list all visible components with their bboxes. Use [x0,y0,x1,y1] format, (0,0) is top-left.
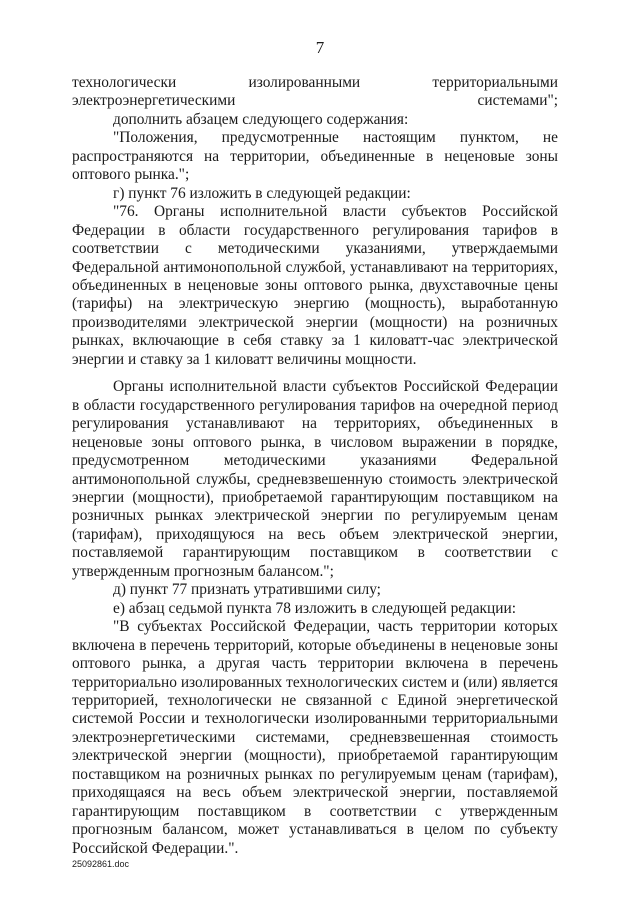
paragraph-item-g: г) пункт 76 изложить в следующей редакции: [113,184,411,202]
paragraph-amendment-intro: дополнить абзацем следующего содержания: [113,110,409,128]
page-number: 7 [315,38,325,57]
paragraph-point-78: "В субъектах Российской Федерации, часть территории которых включена в перечень территорий, которые объединены в неценовые зоны оптового рынка, а другая часть территории включена в перечень территориально изолированных технологических систем и (или) является территорией, технологически не связанной с Единой энергетической системой России и технологически изолированными территориальными электроэнергетическими системами, средневзвешенная стоимость электрической энергии (мощности), приобретаемой гарантирующим поставщиком на розничных рынках по регулируемым ценам (тарифам), приходящаяся на весь объем электрической энергии, поставляемой гарантирующим поставщиком в соответствии с утвержденным прогнозным балансом, может устанавливаться в целом по субъекту Российской Федерации.". [72,618,558,857]
paragraph-continuation: технологически изолированными территориальными электроэнергетическими системами"; [72,74,558,110]
paragraph-point-76: "76. Органы исполнительной власти субъектов Российской Федерации в области государственного регулирования тарифов в соответствии с методическими указаниями, утверждаемыми Федеральной антимонопольной службой, устанавливают на территориях, объединенных в неценовые зоны оптового рынка, двухставочные цены (тарифы) на электрическую энергию (мощность), выработанную производителями электрической энергии (мощности) на розничных рынках, включающие в себя ставку за 1 киловатт-час электрической энергии и ставку за 1 киловатт величины мощности. [72,203,558,368]
paragraph-point-76-part-2: Органы исполнительной власти субъектов Российской Федерации в области государственного регулирования тарифов на очередной период регулирования устанавливают на территориях, объединенных в неценовые зоны оптового рынка, в числовом выражении в порядке, предусмотренном методическими указаниями Федеральной антимонопольной службы, средневзвешенную стоимость электрической энергии (мощности), приобретаемой гарантирующим поставщиком на розничных рынках электрической энергии по регулируемым ценам (тарифам), приходящуюся на весь объем электрической энергии, поставляемой гарантирующим поставщиком в соответствии с утвержденным прогнозным балансом."; [72,378,558,580]
document-file-id: 25092861.doc [72,859,130,869]
document-body [72,74,558,858]
paragraph-quoted-provision: "Положения, предусмотренные настоящим пунктом, не распространяются на территории, объединенные в неценовые зоны оптового рынка."; [72,129,558,184]
paragraph-item-e: е) абзац седьмой пункта 78 изложить в следующей редакции: [113,599,517,617]
paragraph-item-d: д) пункт 77 признать утратившими силу; [113,581,381,599]
